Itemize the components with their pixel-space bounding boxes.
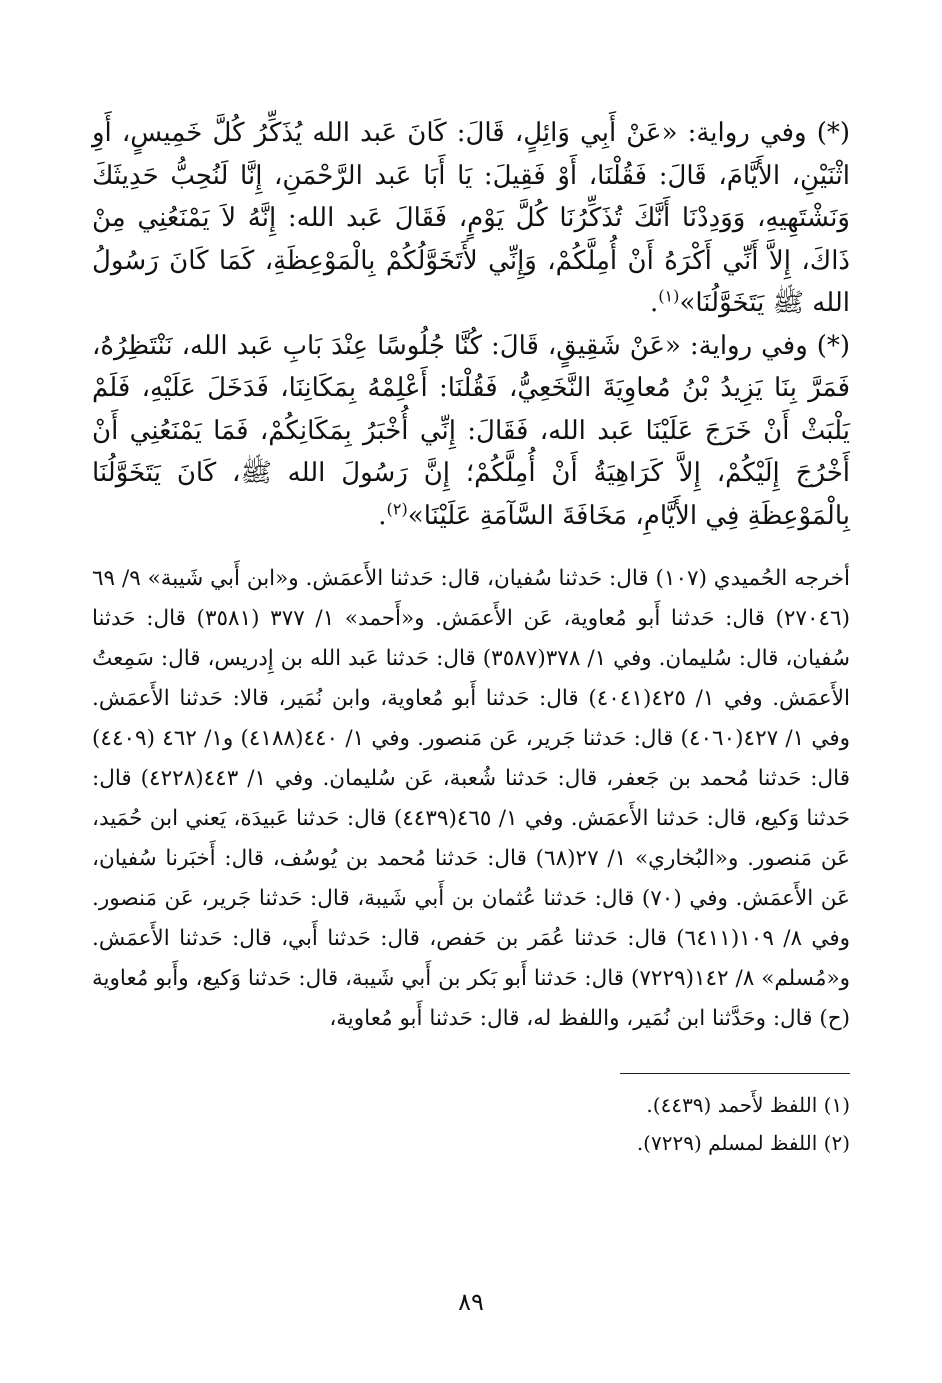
footnote-ref-2: (٢)	[386, 498, 408, 518]
hadith-paragraph-1: (*) وفي رواية: «عَنْ أَبِي وَائِلٍ، قَالَ: كَانَ عَبد الله يُذَكِّرُ كُلَّ خَمِيسٍ، أَوِ اثْنَيْنِ، الأَيَّامَ، قَالَ: فَقُلْنَا، أَوْ فَقِيلَ: يَا أَبَا عَبد الرَّحْمَنِ، إِنَّا لَنُحِبُّ حَدِيثَكَ وَنَشْتَهِيهِ، وَوَدِدْنَا أَنَّكَ تُذَكِّرُنَا كُلَّ يَوْمٍ، فَقَالَ عَبد الله: إِنَّهُ لاَ يَمْنَعُنِي مِنْ ذَاكَ، إِلاَّ أَنِّي أَكْرَهُ أَنْ أُمِلَّكُمْ، وَإِنِّي لأَتَخَوَّلُكُمْ بِالْمَوْعِظَةِ، كَمَا كَانَ رَسُولُ الله ﷺ يَتَخَوَّلُنَا»$^{(١)}$.	[92, 118, 850, 318]
footnote-ref-1: (١)	[658, 286, 680, 306]
hadith-text: (*) وفي رواية: «عَنْ شَقِيقٍ، قَالَ: كُنَّا جُلُوسًا عِنْدَ بَابِ عَبد الله، نَنْتَظِرُهُ، فَمَرَّ بِنَا يَزِيدُ بْنُ مُعاوِيَةَ النَّخَعِيُّ، فَقُلْنَا: أَعْلِمْهُ بِمَكَانِنَا، فَدَخَلَ عَلَيْهِ، فَلَمْ يَلْبَثْ أَنْ خَرَجَ عَلَيْنَا عَبد الله، فَقَالَ: إِنِّي أُخْبَرُ بِمَكَانِكُمْ، فَمَا يَمْنَعُنِي أَنْ أَخْرُجَ إِلَيْكُمْ، إِلاَّ كَرَاهِيَةُ أَنْ أُمِلَّكُمْ؛ إِنَّ رَسُولَ الله ﷺ، كَانَ يَتَخَوَّلُنَا بِالْمَوْعِظَةِ فِي الأَيَّامِ، مَخَافَةَ السَّآمَةِ عَلَيْنَا»	[92, 330, 850, 531]
hadith-text: (*) وفي رواية: «عَنْ أَبِي وَائِلٍ، قَالَ: كَانَ عَبد الله يُذَكِّرُ كُلَّ خَمِيسٍ، أَوِ اثْنَيْنِ، الأَيَّامَ، قَالَ: فَقُلْنَا، أَوْ فَقِيلَ: يَا أَبَا عَبد الرَّحْمَنِ، إِنَّا لَنُحِبُّ حَدِيثَكَ وَنَشْتَهِيهِ، وَوَدِدْنَا أَنَّكَ تُذَكِّرُنَا كُلَّ يَوْمٍ، فَقَالَ عَبد الله: إِنَّهُ لاَ يَمْنَعُنِي مِنْ ذَاكَ، إِلاَّ أَنِّي أَكْرَهُ أَنْ أُمِلَّكُمْ، وَإِنِّي لأَتَخَوَّلُكُمْ بِالْمَوْعِظَةِ، كَمَا كَانَ رَسُولُ الله ﷺ يَتَخَوَّلُنَا»	[92, 118, 850, 318]
page-body	[92, 112, 850, 1162]
footnote-divider	[620, 1073, 850, 1074]
footnote-1: (١) اللفظ لأَحمد (٤٤٣٩).	[646, 1093, 850, 1117]
takhrij-paragraph: أخرجه الحُميدي (١٠٧) قال: حَدثنا سُفيان، قال: حَدثنا الأَعمَش. و«ابن أَبي شَيبة» ٩/ ٦٩ (٢٧٠٤٦) قال: حَدثنا أَبو مُعاوية، عَن الأَعمَش. و«أَحمد» ١/ ٣٧٧ (٣٥٨١) قال: حَدثنا سُفيان، قال: سُليمان. وفي ١/ ٣٧٨(٣٥٨٧) قال: حَدثنا عَبد الله بن إِدريس، قال: سَمِعتُ الأَعمَش. وفي ١/ ٤٢٥(٤٠٤١) قال: حَدثنا أَبو مُعاوية، وابن نُمَير، قالا: حَدثنا الأَعمَش. وفي ١/ ٤٢٧(٤٠٦٠) قال: حَدثنا جَرير، عَن مَنصور. وفي ١/ ٤٤٠(٤١٨٨) و١/ ٤٦٢ (٤٤٠٩) قال: حَدثنا مُحمد بن جَعفر، قال: حَدثنا شُعبة، عَن سُليمان. وفي ١/ ٤٤٣(٤٢٢٨) قال: حَدثنا وَكيع، قال: حَدثنا الأَعمَش. وفي ١/ ٤٦٥(٤٤٣٩) قال: حَدثنا عَبيدَة، يَعني ابن حُمَيد، عَن مَنصور. و«البُخاري» ١/ ٢٧(٦٨) قال: حَدثنا مُحمد بن يُوسُف، قال: أَخبَرنا سُفيان، عَن الأَعمَش. وفي (٧٠) قال: حَدثنا عُثمان بن أَبي شَيبة، قال: حَدثنا جَرير، عَن مَنصور. وفي ٨/ ١٠٩(٦٤١١) قال: حَدثنا عُمَر بن حَفص، قال: حَدثنا أَبي، قال: حَدثنا الأَعمَش. و«مُسلم» ٨/ ١٤٢(٧٢٢٩) قال: حَدثنا أَبو بَكر بن أَبي شَيبة، قال: حَدثنا وَكيع، وأَبو مُعاوية (ح) قال: وحَدَّثنا ابن نُمَير، واللفظ له، قال: حَدثنا أَبو مُعاوية،	[92, 566, 851, 1031]
page-number: ٨٩	[458, 1288, 484, 1316]
footnote-2: (٢) اللفظ لمسلم (٧٢٢٩).	[636, 1131, 850, 1155]
hadith-paragraph-2: (*) وفي رواية: «عَنْ شَقِيقٍ، قَالَ: كُنَّا جُلُوسًا عِنْدَ بَابِ عَبد الله، نَنْتَظِرُهُ، فَمَرَّ بِنَا يَزِيدُ بْنُ مُعاوِيَةَ النَّخَعِيُّ، فَقُلْنَا: أَعْلِمْهُ بِمَكَانِنَا، فَدَخَلَ عَلَيْهِ، فَلَمْ يَلْبَثْ أَنْ خَرَجَ عَلَيْنَا عَبد الله، فَقَالَ: إِنِّي أُخْبَرُ بِمَكَانِكُمْ، فَمَا يَمْنَعُنِي أَنْ أَخْرُجَ إِلَيْكُمْ، إِلاَّ كَرَاهِيَةُ أَنْ أُمِلَّكُمْ؛ إِنَّ رَسُولَ الله ﷺ، كَانَ يَتَخَوَّلُنَا بِالْمَوْعِظَةِ فِي الأَيَّامِ، مَخَافَةَ السَّآمَةِ عَلَيْنَا»$^{(٢)}$.	[92, 330, 850, 531]
